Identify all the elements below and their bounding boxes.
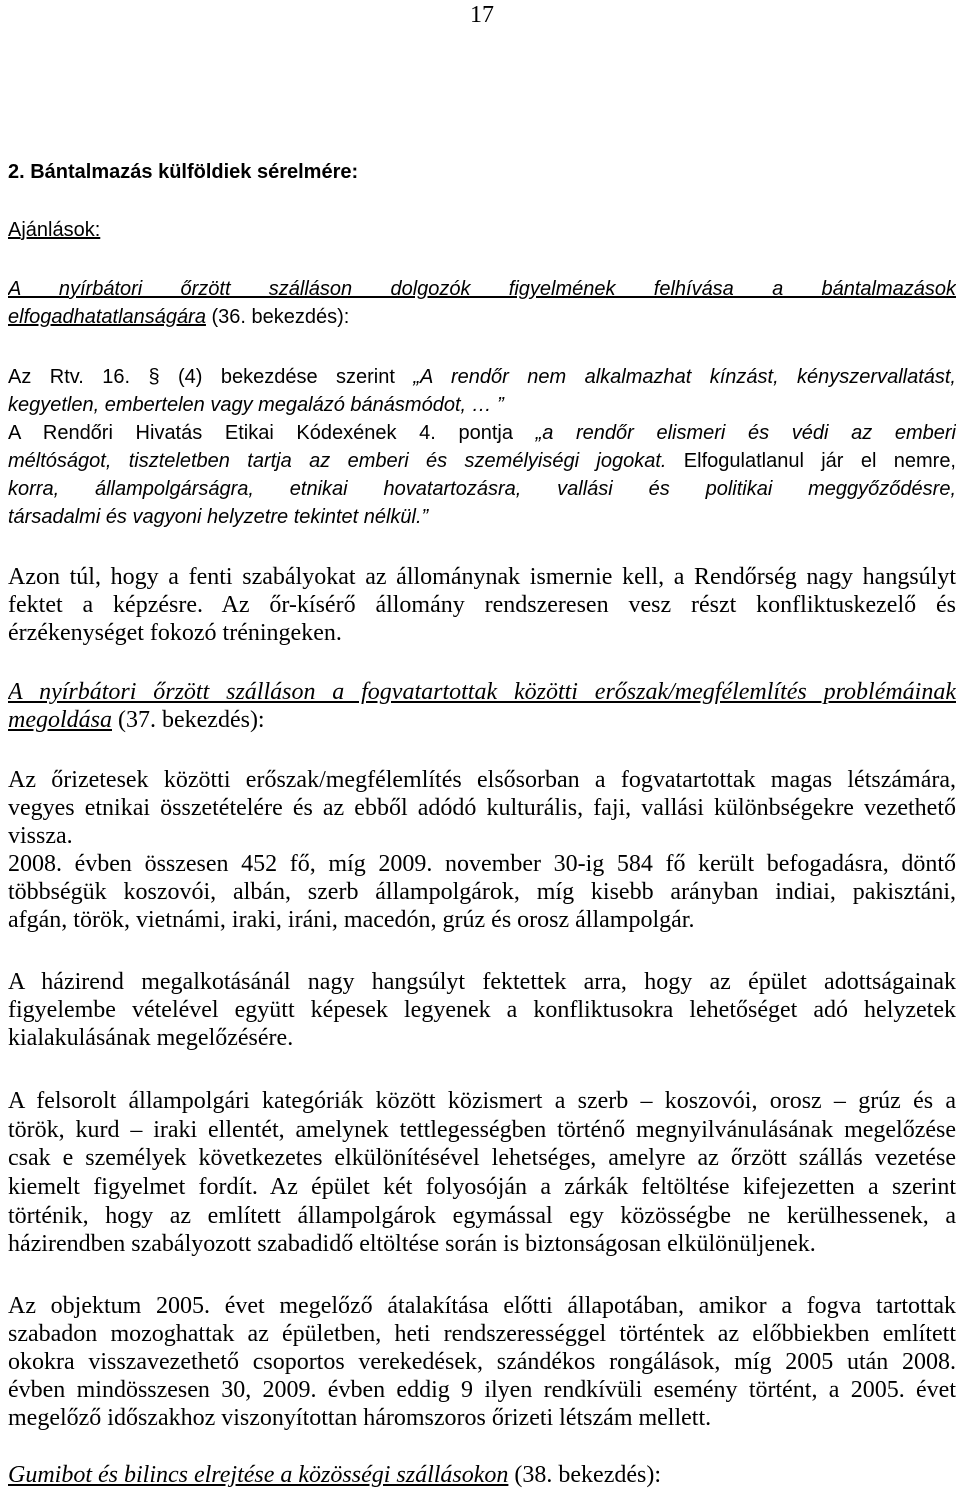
quote-text: méltóságot, tiszteletben tartja az emberi és személyiségi jogokat. <box>8 450 667 472</box>
paragraph-line: afgán, török, vietnámi, iraki, iráni, macedón, grúz és orosz állampolgár. <box>8 907 695 933</box>
paragraph-line: történik, hogy az említett állampolgárok egymással egy közösségbe ne kerülhessenek, a <box>8 1202 956 1229</box>
quote-text: Elfogulatlanul jár el nemre, <box>683 450 956 472</box>
quote-text: „a rendőr elismeri és védi az emberi <box>535 422 956 444</box>
training-paragraph <box>8 563 956 647</box>
paragraph-reference: (38. bekezdés): <box>514 1462 661 1488</box>
history-paragraph <box>8 1292 956 1432</box>
recommendation-title-text: megoldása <box>8 707 112 733</box>
paragraph-line: török, kurd – iraki ellentét, amelynek tettlegességben történő megnyilvánulásának megelőzése <box>8 1116 956 1143</box>
paragraph-line: társadalmi és vagyoni helyzetre tekintet nélkül.” <box>8 506 429 528</box>
recommendations-line <box>8 216 956 244</box>
paragraph-line: vegyes etnikai összetételére és az ebből adódó kulturális, faji, vallási különbségekre vezethető <box>8 795 956 821</box>
recommendation-title-line <box>8 303 956 331</box>
statistics-paragraph <box>8 850 956 934</box>
paragraph-line <box>8 363 956 391</box>
violence-paragraph <box>8 766 956 850</box>
paragraph-line: okokra visszavezethető csoportos verekedések, szándékos rongálások, míg 2005 után 2008. <box>8 1349 956 1375</box>
paragraph-line: kegyetlen, embertelen vagy megalázó bánásmódot, … ” <box>8 394 504 416</box>
ethics-reference-text: A Rendőri Hivatás Etikai Kódexének 4. pontja <box>8 422 513 444</box>
paragraph-line: A házirend megalkotásánál nagy hangsúlyt fektettek arra, hogy az épület adottságainak <box>8 969 956 995</box>
paragraph-line: vissza. <box>8 823 73 849</box>
recommendation-title-line: A nyírbátori őrzött szálláson dolgozók figyelmének felhívása a bántalmazások <box>8 278 956 300</box>
paragraph-line: fektet a képzésre. Az őr-kísérő állomány rendszeresen vesz részt konfliktuskezelő és <box>8 592 956 618</box>
paragraph-line: szabadon mozoghattak az épületben, heti rendszerességgel történtek az előbbiekben említett <box>8 1321 956 1347</box>
recommendation-title-text: Gumibot és bilincs elrejtése a közösségi szállásokon <box>8 1462 509 1488</box>
paragraph-line: figyelembe vételével együtt képesek legyenek a konfliktusokra lehetőséget adó helyzetek <box>8 997 956 1023</box>
ethics-paragraph <box>8 419 956 531</box>
paragraph-line: kiemelt figyelmet fordít. Az épület két folyosóján a zárkák feltöltése kifejezetten a szerint <box>8 1174 956 1201</box>
page-number: 17 <box>470 2 494 28</box>
rtv-paragraph <box>8 363 956 419</box>
recommendation-title-text: elfogadhatatlanságára <box>8 306 206 328</box>
law-reference-text: Az Rtv. 16. § (4) bekezdése szerint <box>8 366 395 388</box>
paragraph-line: 2008. évben összesen 452 fő, míg 2009. november 30-ig 584 fő került befogadásra, döntő <box>8 851 956 877</box>
paragraph-line: korra, állampolgárságra, etnikai hovatartozásra, vallási és politikai meggyőződésre, <box>8 478 956 500</box>
recommendation-title-line <box>8 706 956 734</box>
paragraph-line: többségük koszovói, albán, szerb állampolgárok, míg kisebb arányban indiai, pakisztáni, <box>8 879 956 905</box>
quote-text: „A rendőr nem alkalmazhat kínzást, kényszervallatást, <box>413 366 956 388</box>
paragraph-reference: (37. bekezdés): <box>118 707 265 733</box>
paragraph-line <box>8 447 956 475</box>
recommendations-label: Ajánlások: <box>8 219 101 241</box>
paragraph-line: csak e személyek következetes elkülönítésével lehetséges, amelyre az őrzött szállás vezetése <box>8 1145 956 1172</box>
paragraph-line: Azon túl, hogy a fenti szabályokat az állománynak ismernie kell, a Rendőrség nagy hangsúlyt <box>8 564 956 590</box>
house-rules-paragraph <box>8 968 956 1052</box>
paragraph-line: kialakulásának megelőzésére. <box>8 1025 294 1051</box>
section-heading: 2. Bántalmazás külföldiek sérelmére: <box>8 161 359 183</box>
recommendation-2-title <box>8 678 956 734</box>
recommendation-3-title <box>8 1461 956 1489</box>
recommendation-title-line: A nyírbátori őrzött szálláson a fogvatartottak közötti erőszak/megfélemlítés problémáinak <box>8 679 956 705</box>
section-heading-block <box>8 158 956 186</box>
paragraph-line: Az őrizetesek közötti erőszak/megfélemlítés elsősorban a fogvatartottak magas létszámára, <box>8 767 956 793</box>
recommendation-title-line <box>8 1461 956 1489</box>
paragraph-line: érzékenységet fokozó tréningeken. <box>8 620 342 646</box>
paragraph-line <box>8 419 956 447</box>
separation-paragraph <box>8 1087 956 1259</box>
paragraph-line: házirendben szabályozott szabadidő eltöltése során is biztonságosan elkülönüljenek. <box>8 1231 816 1258</box>
paragraph-line: megelőző időszakhoz viszonyítottan háromszoros őrizeti létszám mellett. <box>8 1405 712 1431</box>
paragraph-line: A felsorolt állampolgári kategóriák között közismert a szerb – koszovói, orosz – grúz és a <box>8 1088 956 1114</box>
paragraph-line: Az objektum 2005. évet megelőző átalakítása előtti állapotában, amikor a fogva tartottak <box>8 1293 956 1319</box>
paragraph-reference: (36. bekezdés): <box>211 306 350 328</box>
recommendation-1-title <box>8 275 956 331</box>
recommendations-label-block <box>8 216 956 244</box>
paragraph-line: évben mindösszesen 30, 2009. évben eddig 9 ilyen rendkívüli esemény történt, a 2005. évet <box>8 1377 956 1403</box>
